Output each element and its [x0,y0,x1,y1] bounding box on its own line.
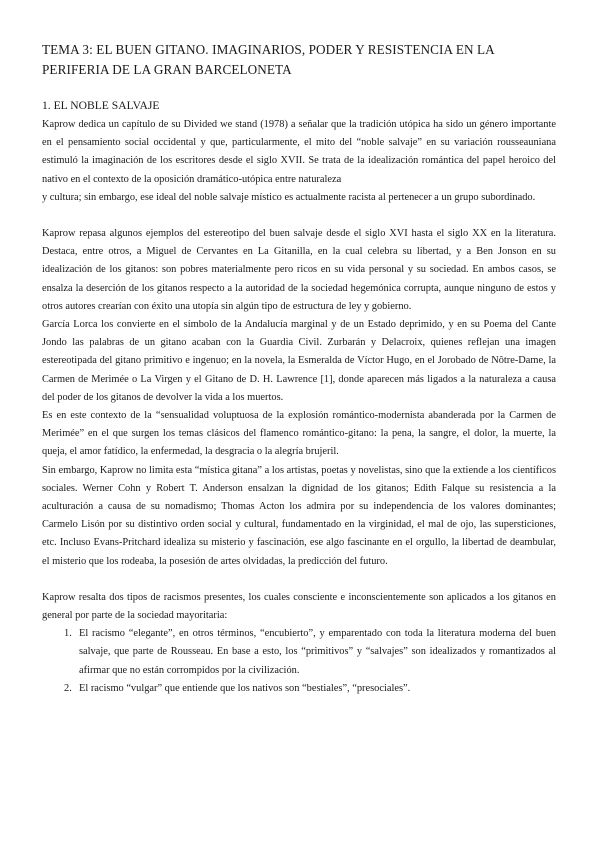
list-item-text: El racismo “elegante”, en otros términos, “encubierto”, y emparentado con toda la literatura moderna del buen salvaje, que parte de Rousseau. En base a esto, los “primitivos” y “salvajes” son idealizados y romantizados al afirmar que no están corrompidos por la civilización. [79,628,556,676]
racism-types-list [42,625,556,698]
paragraph-social-scientists: Sin embargo, Kaprow no limita esta “mística gitana” a los artistas, poetas y novelistas, sino que la extiende a los científicos sociales. Werner Cohn y Robert T. Anderson ensalzan la dignidad de los gitanos; Edith Falque su resistencia a la aculturación a causa de su nomadismo; Thomas Acton los admira por su independencia de los valores dominantes; Carmelo Lisón por su distintivo orden social y cultural, fundamentado en la virginidad, el mal de ojo, las supersticiones, etc. Incluso Evans-Pritchard idealiza su misterio y fascinación, ese algo fascinante en el orgullo, la libertad de deambular, el misterio que los rodeaba, la posesión de artes olvidadas, la predicción del futuro. [42,464,556,567]
paragraph-garcia-lorca: García Lorca los convierte en el símbolo de la Andalucía marginal y de un Estado deprimido, y en su Poema del Cante Jondo las palabras de un gitano acaban con la Guardia Civil. Zurbarán y Delacroix, quienes reflejan una imagen estereotipada del gitano primitivo e ingenuo; en la novela, la Esmeralda de Víctor Hugo, en el Jorobado de Nôtre-Dame, la Carmen de Merimée o La Virgen y el Gitano de D. H. Lawrence [1], donde aparecen más ligados a la naturaleza a causa del poder de los gitanos de devolver la vida a los muertos. [42,319,556,403]
list-item [42,625,556,680]
section-heading: 1. EL NOBLE SALVAJE [42,99,160,112]
document-title: TEMA 3: EL BUEN GITANO. IMAGINARIOS, PODER Y RESISTENCIA EN LA PERIFERIA DE LA GRAN BARCELONETA [42,42,495,77]
paragraph-gap [42,207,556,225]
list-item-text: El racismo “vulgar” que entiende que los nativos son “bestiales”, “presociales”. [79,682,411,694]
paragraph-gap [42,571,556,589]
paragraph-literature-examples: Kaprow repasa algunos ejemplos del estereotipo del buen salvaje desde el siglo XVI hasta el siglo XX en la literatura. Destaca, entre otros, a Miguel de Cervantes en La Gitanilla, en la cual celebra su libertad, y a Ben Jonson en su idealización de los gitanos: son pobres materialmente pero ricos en su vida personal y su sociedad. En ambos casos, se ensalza la deserción de los gitanos respecto a la autoridad de la sociedad hegemónica corrupta, aunque ninguno de estos y otros autores crearían con éxito una utopía sin algún tipo de estructura de ley y gobierno. [42,228,556,312]
paragraph-utopian-tradition: Kaprow dedica un capítulo de su Divided we stand (1978) a señalar que la tradición utópica ha sido un género importante en el pensamiento social occidental y que, particularmente, el mito del “noble salvaje” en su variación rousseauniana estimuló la imaginación de los escritores desde el siglo XVII. Se trata de la idealización romántica del papel heroico del nativo en el contexto de la oposición dramático-utópica entre naturaleza [42,119,556,185]
list-item-number: 1. [64,628,72,640]
paragraph-racism-types: Kaprow resalta dos tipos de racismos presentes, los cuales consciente e inconscientemente son aplicados a los gitanos en general por parte de la sociedad mayoritaria: [42,591,556,622]
document-page [42,40,556,698]
list-item [42,680,556,698]
paragraph-flamenco-themes: Es en este contexto de la “sensualidad voluptuosa de la explosión romántico-modernista abanderada por la Carmen de Merimée” en el que surgen los temas clásicos del flamenco romántico-gitano: la pena, la sangre, el dolor, la muerte, la queja, el amor fatídico, la enfermedad, la desgracia o la alegría brujeril. [42,410,556,458]
list-item-number: 2. [64,682,72,694]
paragraph-noble-savage-racism: y cultura; sin embargo, ese ideal del noble salvaje místico es actualmente racista al pertenecer a un grupo subordinado. [42,191,536,203]
